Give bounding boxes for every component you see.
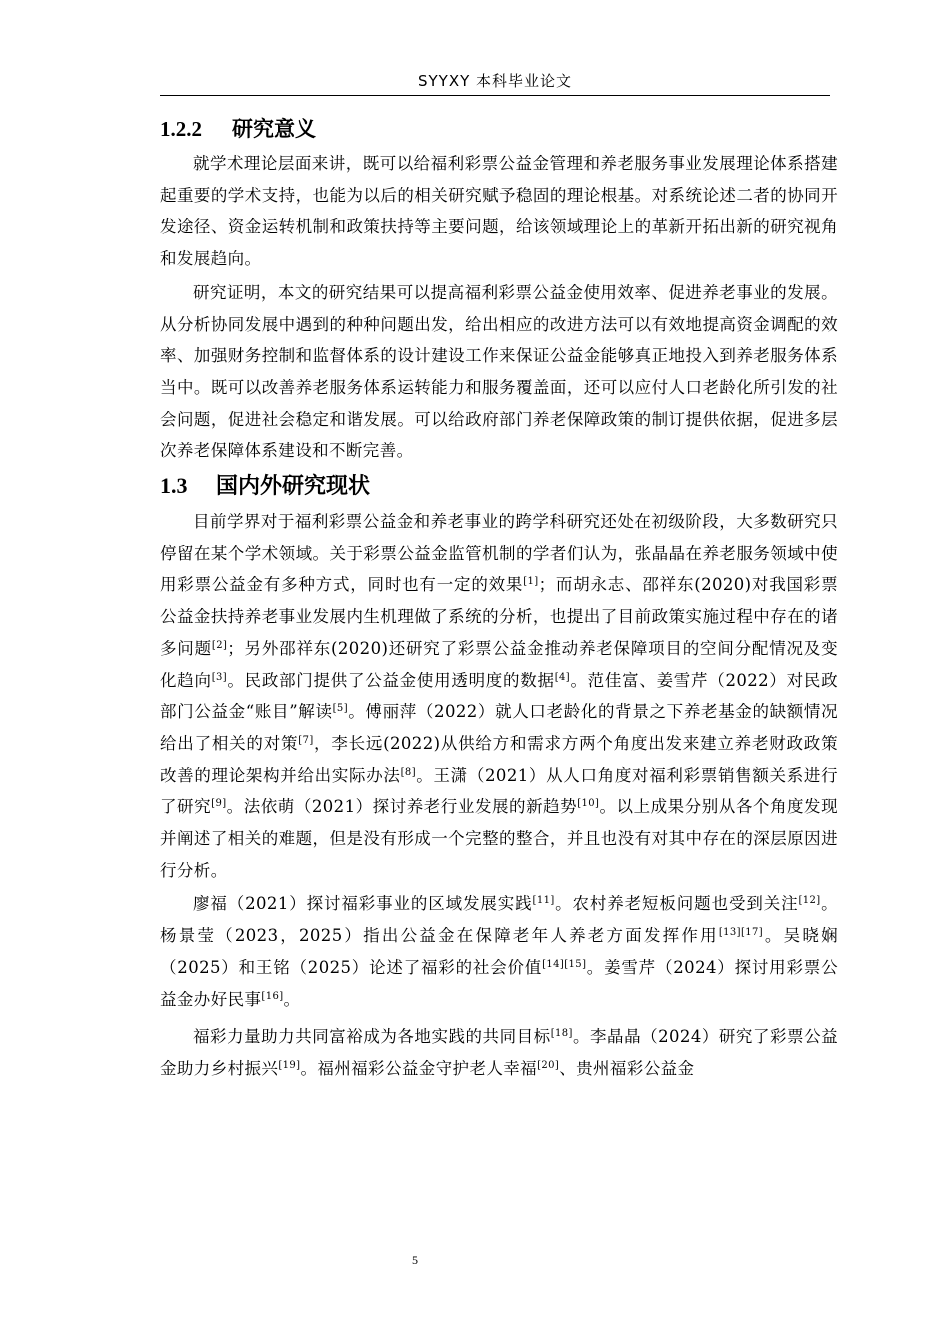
citation: [10]	[577, 798, 600, 810]
paragraph-text: 福彩力量助力共同富裕成为各地实践的共同目标	[193, 1027, 551, 1047]
paragraph: 就学术理论层面来讲，既可以给福利彩票公益金管理和养老服务事业发展理论体系搭建起重要的学术支持，也能为以后的相关研究赋予稳固的理论根基。对系统论述二者的协同开发途径、资金运转机制和政策扶持等主要问题，给该领域理论上的革新开拓出新的研究视角和发展趋向。	[160, 154, 838, 269]
citation: [1]	[523, 576, 539, 588]
paragraph-text: 。民政部门提供了公益金使用透明度的数据	[227, 670, 555, 690]
section-number: 1.2.2	[160, 117, 202, 141]
paragraph-text: 。王潇（2021）从人口角度对福利彩票销售额关系进行了研究	[160, 765, 838, 817]
section-number: 1.3	[160, 473, 188, 499]
paragraph-text: ；而胡永志、邵祥东(2020)对我国彩票公益金扶持养老事业发展内生机理做了系统的分析，也提出了目前政策实施过程中存在的诸多问题	[160, 575, 838, 658]
header-rule	[160, 95, 830, 96]
citation: [2]	[211, 639, 228, 651]
paragraph-text: 。李晶晶（2024）研究了彩票公益金助力乡村振兴	[160, 1027, 838, 1078]
paragraph-text: 。杨景莹（2023，2025）指出公益金在保障老年人养老方面发挥作用	[160, 894, 838, 946]
paragraph-text: 目前学界对于福利彩票公益金和养老事业的跨学科研究还处在初级阶段，大多数研究只停留在某个学术领域。关于彩票公益金监管机制的学者们认为，张晶晶在养老服务领域中使用彩票公益金有多种方式，同时也有一定的效果	[160, 512, 838, 595]
paragraph	[160, 506, 838, 886]
citation: [5]	[332, 703, 348, 715]
citation: [19]	[278, 1059, 301, 1071]
citation: [16]	[261, 990, 284, 1002]
paragraph-text: 廖福（2021）探讨福彩事业的区域发展实践	[193, 894, 533, 914]
paragraph-text: 。	[283, 989, 301, 1009]
citation: [9]	[211, 798, 227, 810]
paragraph	[160, 888, 838, 1015]
citation: [7]	[298, 734, 314, 746]
paragraph-text: 。以上成果分别从各个角度发现并阐述了相关的难题，但是没有形成一个完整的整合，并且也没有对其中存在的深层原因进行分析。	[160, 797, 838, 880]
paragraph-text: 。范佳富、姜雪芹（2022）对民政部门公益金“账目”解读	[160, 670, 838, 722]
paragraph-text: 。吴晓娴（2025）和王铭（2025）论述了福彩的社会价值	[160, 926, 838, 977]
section-title: 研究意义	[232, 117, 316, 141]
citation: [11]	[532, 895, 555, 907]
section-title: 国内外研究现状	[216, 474, 371, 500]
paragraph-text: 、贵州福彩公益金	[559, 1058, 695, 1078]
citation: [8]	[400, 766, 416, 778]
paragraph	[160, 1021, 838, 1084]
citation: [13][17]	[718, 927, 764, 939]
paragraph-text: ；另外邵祥东(2020)还研究了彩票公益金推动养老保障项目的空间分配情况及变化趋向	[160, 638, 838, 690]
citation: [14][15]	[542, 958, 587, 970]
citation: [4]	[554, 671, 571, 683]
paragraph-text: 。法依萌（2021）探讨养老行业发展的新趋势	[226, 797, 578, 817]
page-number: 5	[412, 1253, 418, 1267]
paragraph: 研究证明，本文的研究结果可以提高福利彩票公益金使用效率、促进养老事业的发展。从分析协同发展中遇到的种种问题出发，给出相应的改进方法可以有效地提高资金调配的效率、加强财务控制和监督体系的设计建设工作来保证公益金能够真正地投入到养老服务体系当中。既可以改善养老服务体系运转能力和服务覆盖面，还可以应付人口老龄化所引发的社会问题，促进社会稳定和谐发展。可以给政府部门养老保障政策的制订提供依据，促进多层次养老保障体系建设和不断完善。	[160, 282, 838, 461]
section-heading-1-3	[160, 469, 838, 504]
citation: [3]	[211, 671, 228, 683]
paragraph-text: 。农村养老短板问题也受到关注	[554, 894, 799, 914]
page-body	[160, 112, 838, 1085]
citation: [18]	[550, 1028, 573, 1040]
paragraph-text: 。福州福彩公益金守护老人幸福	[300, 1058, 538, 1078]
paragraph-text: 。姜雪芹（2024）探讨用彩票公益金办好民事	[160, 957, 838, 1009]
section-heading-1-2-2	[160, 112, 838, 146]
citation: [12]	[798, 895, 821, 907]
paragraph-text: ，李长远(2022)从供给方和需求方两个角度出发来建立养老财政政策改善的理论架构并给出实际办法	[160, 733, 838, 785]
paragraph-text: 。傅丽萍（2022）就人口老龄化的背景之下养老基金的缺额情况给出了相关的对策	[160, 702, 838, 753]
page-header: SYYXY 本科毕业论文	[417, 72, 573, 90]
citation: [20]	[537, 1059, 560, 1071]
